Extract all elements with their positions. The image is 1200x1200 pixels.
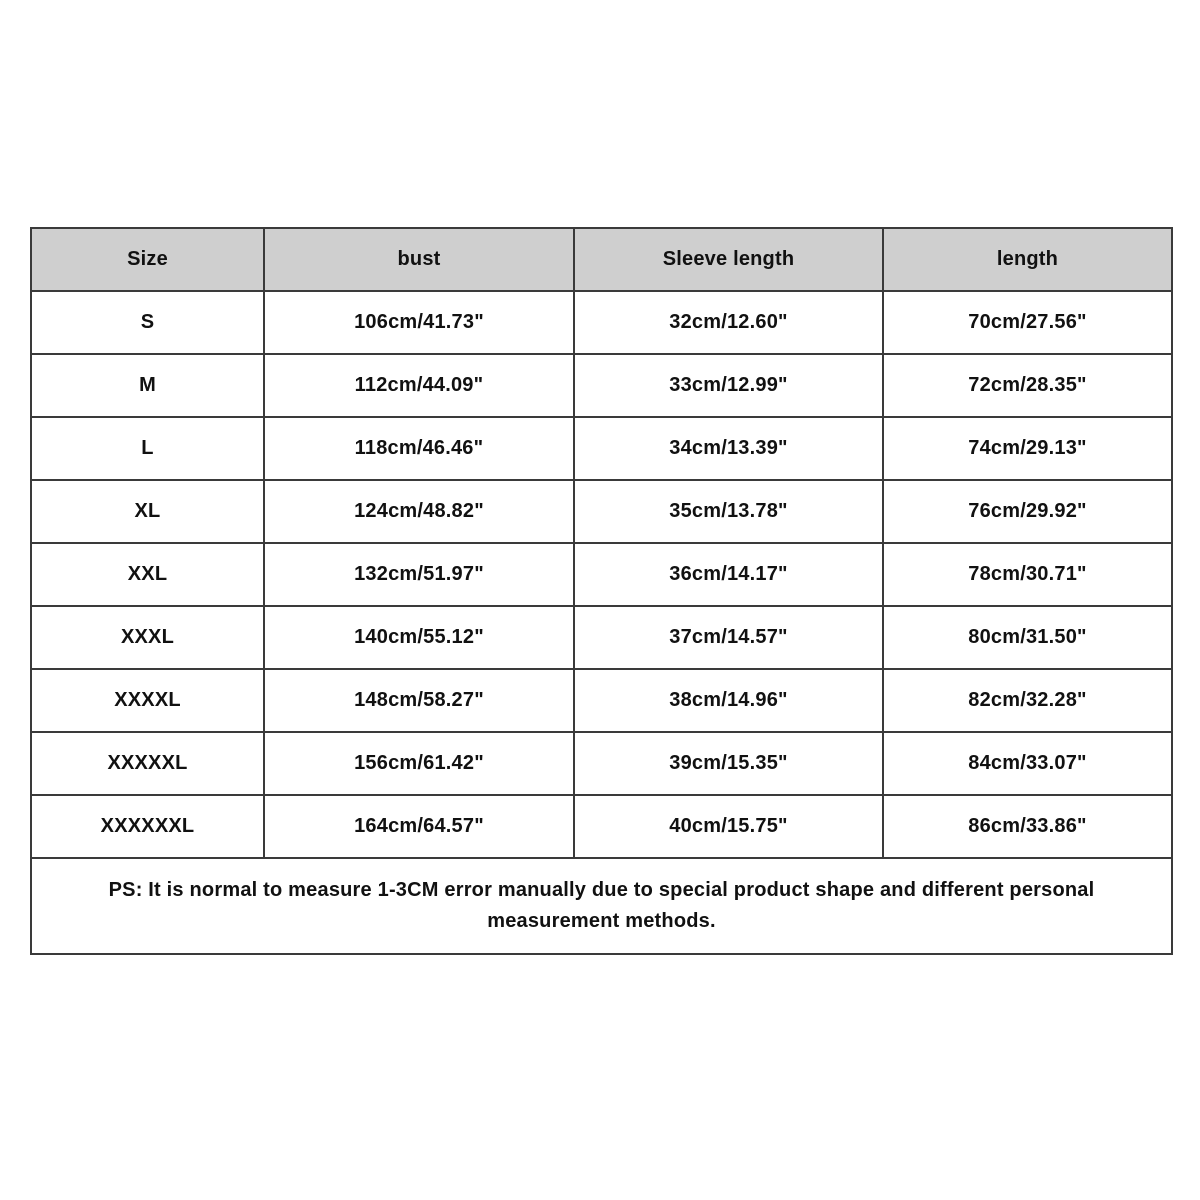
size-cell: XXXXXL	[31, 732, 264, 795]
sleeve-length-cell: 35cm/13.78"	[574, 480, 883, 543]
size-table	[30, 227, 1173, 955]
sleeve-length-cell: 40cm/15.75"	[574, 795, 883, 858]
length-cell: 72cm/28.35"	[883, 354, 1172, 417]
sleeve-length-cell: 38cm/14.96"	[574, 669, 883, 732]
bust-cell: 164cm/64.57"	[264, 795, 574, 858]
sleeve-length-cell: 39cm/15.35"	[574, 732, 883, 795]
bust-cell: 156cm/61.42"	[264, 732, 574, 795]
bust-cell: 118cm/46.46"	[264, 417, 574, 480]
measurement-note: PS: It is normal to measure 1-3CM error manually due to special product shape and different personal measurement methods.	[31, 858, 1172, 954]
note-row	[31, 858, 1172, 954]
header-bust: bust	[264, 228, 574, 291]
header-size: Size	[31, 228, 264, 291]
size-cell: XXXXL	[31, 669, 264, 732]
sleeve-length-cell: 32cm/12.60"	[574, 291, 883, 354]
size-chart	[30, 227, 1171, 955]
header-length: length	[883, 228, 1172, 291]
sleeve-length-cell: 36cm/14.17"	[574, 543, 883, 606]
table-row	[31, 543, 1172, 606]
length-cell: 80cm/31.50"	[883, 606, 1172, 669]
length-cell: 74cm/29.13"	[883, 417, 1172, 480]
table-row	[31, 291, 1172, 354]
table-row	[31, 669, 1172, 732]
size-cell: XXL	[31, 543, 264, 606]
length-cell: 78cm/30.71"	[883, 543, 1172, 606]
length-cell: 84cm/33.07"	[883, 732, 1172, 795]
size-cell: XXXXXXL	[31, 795, 264, 858]
bust-cell: 106cm/41.73"	[264, 291, 574, 354]
bust-cell: 140cm/55.12"	[264, 606, 574, 669]
bust-cell: 148cm/58.27"	[264, 669, 574, 732]
table-row	[31, 795, 1172, 858]
size-cell: XL	[31, 480, 264, 543]
header-row	[31, 228, 1172, 291]
table-row	[31, 732, 1172, 795]
bust-cell: 112cm/44.09"	[264, 354, 574, 417]
size-cell: L	[31, 417, 264, 480]
bust-cell: 132cm/51.97"	[264, 543, 574, 606]
length-cell: 86cm/33.86"	[883, 795, 1172, 858]
bust-cell: 124cm/48.82"	[264, 480, 574, 543]
table-row	[31, 417, 1172, 480]
table-row	[31, 354, 1172, 417]
sleeve-length-cell: 33cm/12.99"	[574, 354, 883, 417]
size-cell: S	[31, 291, 264, 354]
length-cell: 82cm/32.28"	[883, 669, 1172, 732]
sleeve-length-cell: 34cm/13.39"	[574, 417, 883, 480]
size-cell: M	[31, 354, 264, 417]
length-cell: 76cm/29.92"	[883, 480, 1172, 543]
sleeve-length-cell: 37cm/14.57"	[574, 606, 883, 669]
header-sleeve-length: Sleeve length	[574, 228, 883, 291]
length-cell: 70cm/27.56"	[883, 291, 1172, 354]
size-cell: XXXL	[31, 606, 264, 669]
table-row	[31, 480, 1172, 543]
table-row	[31, 606, 1172, 669]
